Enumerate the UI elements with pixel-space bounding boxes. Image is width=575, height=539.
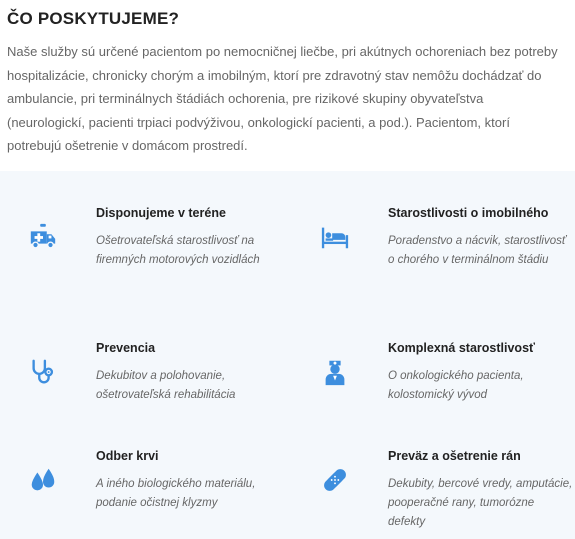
intro-text: Naše služby sú určené pacientom po nemocničnej liečbe, pri akútnych ochoreniach bez potreby hospitalizácie, chronicky chorým a imobilným, ktorí pre zdravotný stav nemôžu dochádzať do ambulancie, pri terminálnych štádiách ochorenia, pre rizikové skupiny obyvateľstva (neurologickí, pacienti trpiaci podvýživou, onkologickí pacienti, a pod.). Pacientom, ktorí potrebujú ošetrenie v domácom prostredí. — [7, 44, 558, 153]
service-title: Preväz a ošetrenie rán — [388, 449, 521, 463]
service-description: O onkologického pacienta, kolostomický vývod — [388, 370, 524, 401]
service-description: A iného biologického materiálu, podanie očistnej klyzmy — [96, 478, 256, 509]
intro-section — [0, 0, 575, 158]
service-description: Ošetrovateľská starostlivosť na firemných motorových vozidlách — [96, 235, 260, 266]
bandage-icon — [318, 463, 352, 497]
stethoscope-icon — [26, 355, 60, 389]
service-description: Poradenstvo a nácvik, starostlivosť o chorého v terminálnom štádiu — [388, 235, 566, 266]
page-title: ČO POSKYTUJEME? — [7, 9, 180, 28]
doctor-icon — [318, 355, 352, 389]
services-section — [0, 171, 575, 539]
ambulance-icon — [26, 220, 60, 254]
service-title: Starostlivosti o imobilného — [388, 206, 549, 220]
service-title: Odber krvi — [96, 449, 159, 463]
blood-drops-icon — [26, 463, 60, 497]
service-description: Dekubity, bercové vredy, amputácie, pooperačné rany, tumorózne defekty — [388, 478, 573, 528]
service-title: Prevencia — [96, 341, 156, 355]
service-title: Disponujeme v teréne — [96, 206, 226, 220]
service-description: Dekubitov a polohovanie, ošetrovateľská rehabilitácia — [96, 370, 236, 401]
service-title: Komplexná starostlivosť — [388, 341, 536, 355]
hospital-bed-icon — [318, 220, 352, 254]
